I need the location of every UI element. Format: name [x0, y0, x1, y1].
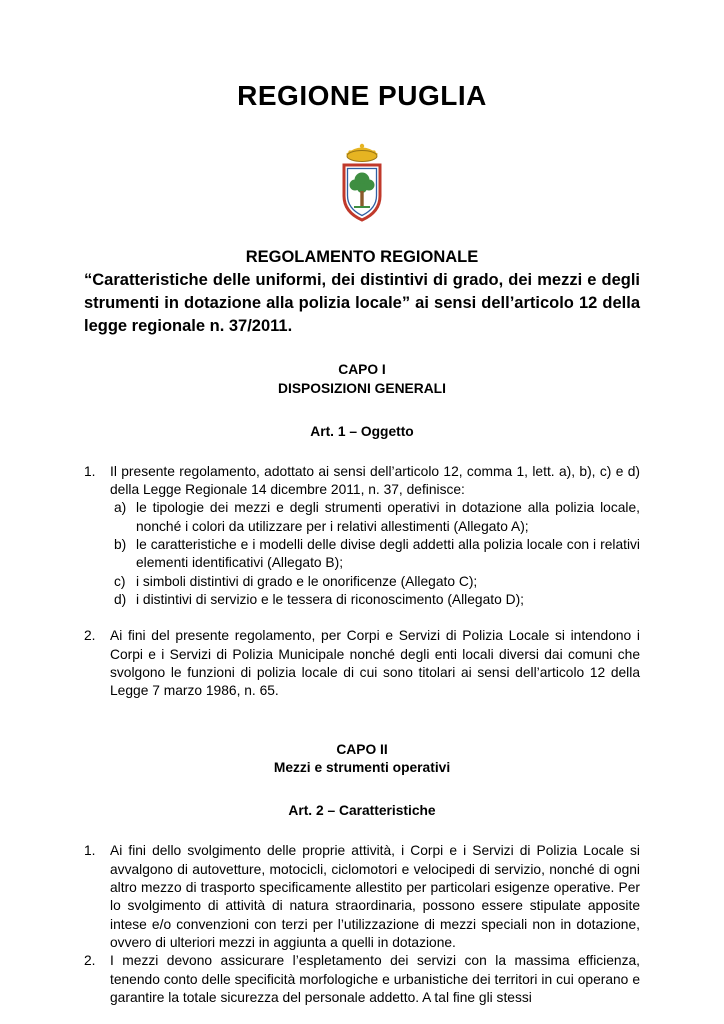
art1-heading: Art. 1 – Oggetto: [310, 423, 414, 439]
capo1-title: DISPOSIZIONI GENERALI: [278, 380, 446, 396]
subitem-letter: b): [114, 537, 127, 553]
art2-heading: Art. 2 – Caratteristiche: [288, 803, 436, 819]
list-item: [84, 627, 640, 700]
capo1-heading: [84, 361, 640, 397]
subitem-text: le caratteristiche e i modelli delle divise degli addetti alla polizia locale con i relativi elementi identificativi (Allegato B);: [136, 537, 640, 571]
list-item-number: 1.: [84, 843, 96, 859]
subitem-text: i distintivi di servizio e le tessera di riconoscimento (Allegato D);: [136, 592, 524, 608]
list-subitem: [114, 499, 640, 536]
list-item-text: Ai fini dello svolgimento delle proprie attività, i Corpi e i Servizi di Polizia Locale si avvalgono di autovetture, motocicli, ciclomotori e velocipedi di servizio, nonché di ogni altro mezzo di trasporto specificamente allestito per particolari esigenze operative. Per lo svolgimento di attività di natura straordinaria, possono essere stipulate apposite intese e/o convenzioni con terzi per l’utilizzazione di mezzi speciali non in dotazione, ovvero di ulteriori mezzi in aggiunta a quelli in dotazione.: [110, 843, 640, 950]
list-item: [84, 952, 640, 1007]
regulation-heading: REGOLAMENTO REGIONALE: [245, 248, 479, 266]
list-item-text: Ai fini del presente regolamento, per Corpi e Servizi di Polizia Locale si intendono i Corpi e i Servizi di Polizia Municipale nonché degli enti locali diversi dai comuni che svolgono le funzioni di polizia locale di cui sono titolari ai sensi dell’articolo 12 della Legge 7 marzo 1986, n. 65.: [110, 628, 640, 699]
list-item-number: 2.: [84, 953, 96, 969]
capo2-label: CAPO II: [336, 741, 388, 757]
subitem-letter: d): [114, 592, 127, 608]
subitem-text: i simboli distintivi di grado e le onorificenze (Allegato C);: [136, 573, 478, 589]
document-title: REGIONE PUGLIA: [237, 80, 487, 111]
regulation-subtitle: “Caratteristiche delle uniformi, dei distintivi di grado, dei mezzi e degli strumenti in dotazione alla polizia locale” ai sensi dell’articolo 12 della legge regionale n. 37/2011.: [84, 271, 640, 335]
list-item-number: 2.: [84, 628, 96, 644]
capo1-label: CAPO I: [338, 362, 386, 378]
subitem-letter: c): [114, 573, 126, 589]
subitem-letter: a): [114, 500, 127, 516]
capo2-title: Mezzi e strumenti operativi: [273, 760, 451, 776]
list-item-text: I mezzi devono assicurare l’espletamento dei servizi con la massima efficienza, tenendo conto delle specificità morfologiche e urbanistiche dei territori in cui operano e garantire la totale sicurezza del personale addetto. A tal fine gli stessi: [110, 953, 640, 1005]
subitem-text: le tipologie dei mezzi e degli strumenti operativi in dotazione alla polizia locale, nonché i colori da utilizzare per i relativi allestimenti (Allegato A);: [136, 500, 640, 534]
art2-list: [84, 842, 640, 1007]
art1-list: [84, 463, 640, 701]
regione-puglia-coat-of-arms-icon: [84, 140, 640, 224]
list-item: [84, 842, 640, 952]
list-item-text: Il presente regolamento, adottato ai sensi dell’articolo 12, comma 1, lett. a), b), c) e d) della Legge Regionale 14 dicembre 2011, n. 37, definisce:: [110, 463, 640, 498]
list-subitem: [114, 591, 640, 609]
list-subitem: [114, 573, 640, 591]
list-item: [84, 463, 640, 610]
list-item-number: 1.: [84, 463, 96, 479]
capo2-heading: [84, 741, 640, 777]
list-subitem: [114, 536, 640, 573]
